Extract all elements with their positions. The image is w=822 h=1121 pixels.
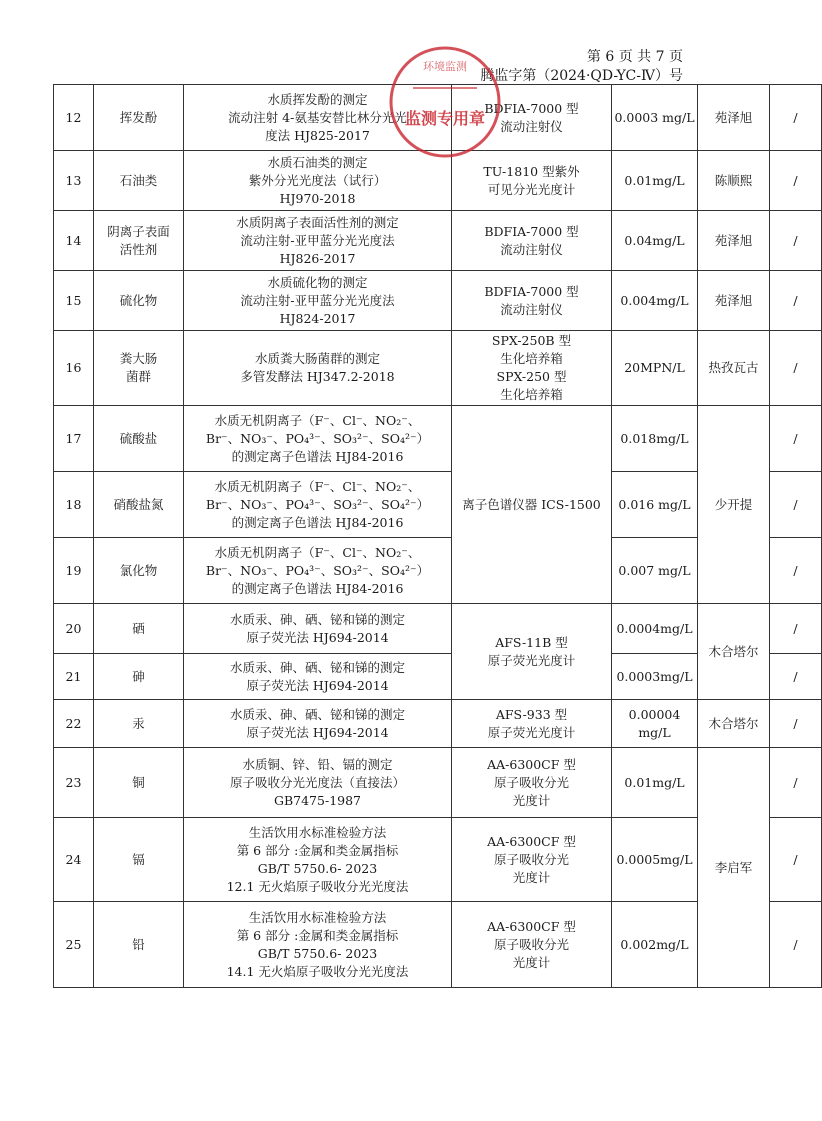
test-method-line: 水质铜、锌、铅、镉的测定 bbox=[242, 756, 393, 772]
test-item-line: 菌群 bbox=[125, 369, 151, 384]
report-number: 腾监字第（2024·QD-YC-Ⅳ）号 bbox=[480, 68, 683, 84]
test-method-line: 流动注射-亚甲蓝分光光度法 bbox=[240, 292, 395, 308]
instrument-line: 原子吸收分光 bbox=[493, 851, 569, 867]
test-method-line: 第 6 部分 :金属和类金属指标 bbox=[236, 927, 399, 943]
test-method bbox=[184, 331, 452, 406]
detection-limit-line: 0.007 mg/L bbox=[618, 562, 691, 578]
test-item-line: 活性剂 bbox=[119, 241, 158, 257]
test-item-line: 汞 bbox=[132, 715, 145, 731]
analyst: 李启军 bbox=[698, 748, 770, 988]
test-item bbox=[94, 654, 184, 700]
instrument-line: 光度计 bbox=[512, 954, 551, 970]
row-number: 17 bbox=[54, 406, 94, 472]
test-method-line: HJ824-2017 bbox=[279, 310, 356, 326]
test-method bbox=[184, 151, 452, 211]
test-item bbox=[94, 538, 184, 604]
row-number: 21 bbox=[54, 654, 94, 700]
remark: / bbox=[770, 818, 822, 902]
test-method-line: 流动注射 4-氨基安替比林分光光 bbox=[228, 109, 407, 125]
test-method-line: 紫外分光光度法（试行） bbox=[248, 172, 387, 188]
remark: / bbox=[770, 271, 822, 331]
table-row bbox=[54, 604, 822, 654]
test-item bbox=[94, 406, 184, 472]
instrument-line: 离子色谱仪器 ICS-1500 bbox=[462, 496, 601, 512]
instrument-line: AA-6300CF 型 bbox=[487, 918, 576, 934]
detection-limit bbox=[612, 151, 698, 211]
detection-limit bbox=[612, 211, 698, 271]
test-method-line: HJ826-2017 bbox=[279, 250, 356, 266]
analyst: 苑泽旭 bbox=[698, 85, 770, 151]
test-item-line: 硝酸盐氮 bbox=[113, 496, 164, 512]
instrument-line: 可见分光光度计 bbox=[487, 181, 576, 197]
detection-limit-line: mg/L bbox=[638, 724, 671, 740]
test-item-line: 镉 bbox=[132, 851, 145, 867]
test-method bbox=[184, 85, 452, 151]
detection-limit bbox=[612, 902, 698, 988]
test-method-line: Br⁻、NO₃⁻、PO₄³⁻、SO₃²⁻、SO₄²⁻） bbox=[205, 430, 430, 446]
test-method bbox=[184, 902, 452, 988]
test-method-line: 水质石油类的测定 bbox=[267, 154, 368, 170]
instrument bbox=[452, 331, 612, 406]
test-item bbox=[94, 271, 184, 331]
page-number: 第 6 页 共 7 页 bbox=[586, 49, 683, 65]
test-item bbox=[94, 472, 184, 538]
instrument bbox=[452, 406, 612, 604]
row-number: 19 bbox=[54, 538, 94, 604]
test-item bbox=[94, 700, 184, 748]
detection-limit bbox=[612, 604, 698, 654]
table-row bbox=[54, 211, 822, 271]
test-method bbox=[184, 748, 452, 818]
remark: / bbox=[770, 331, 822, 406]
row-number: 22 bbox=[54, 700, 94, 748]
test-item-line: 阴离子表面 bbox=[107, 223, 170, 239]
test-item bbox=[94, 85, 184, 151]
test-method bbox=[184, 654, 452, 700]
test-method bbox=[184, 538, 452, 604]
instrument-line: 生化培养箱 bbox=[500, 351, 563, 366]
test-item bbox=[94, 818, 184, 902]
remark: / bbox=[770, 406, 822, 472]
table-row bbox=[54, 151, 822, 211]
test-method-line: GB/T 5750.6- 2023 bbox=[257, 860, 378, 876]
test-method-line: 的测定离子色谱法 HJ84-2016 bbox=[231, 580, 404, 596]
page-header bbox=[480, 48, 683, 86]
detection-limit bbox=[612, 472, 698, 538]
test-item bbox=[94, 902, 184, 988]
test-item-line: 挥发酚 bbox=[119, 109, 158, 125]
test-item-line: 粪大肠 bbox=[119, 351, 158, 366]
test-method-line: 多管发酵法 HJ347.2-2018 bbox=[240, 369, 395, 384]
detection-limit-line: 0.00004 bbox=[628, 706, 681, 722]
test-method-line: 水质汞、砷、硒、铋和锑的测定 bbox=[229, 659, 405, 675]
test-method bbox=[184, 406, 452, 472]
instrument bbox=[452, 211, 612, 271]
detection-limit-line: 0.04mg/L bbox=[624, 232, 685, 248]
detection-limit-line: 20MPN/L bbox=[624, 360, 685, 375]
detection-limit-line: 0.0003 mg/L bbox=[614, 109, 695, 125]
test-item bbox=[94, 151, 184, 211]
row-number: 15 bbox=[54, 271, 94, 331]
row-number: 25 bbox=[54, 902, 94, 988]
row-number: 13 bbox=[54, 151, 94, 211]
detection-limit-line: 0.01mg/L bbox=[624, 172, 685, 188]
detection-limit-line: 0.0005mg/L bbox=[616, 851, 693, 867]
instrument bbox=[452, 271, 612, 331]
row-number: 18 bbox=[54, 472, 94, 538]
detection-limit bbox=[612, 331, 698, 406]
row-number: 12 bbox=[54, 85, 94, 151]
test-method-line: 水质硫化物的测定 bbox=[267, 274, 368, 290]
table-row bbox=[54, 700, 822, 748]
test-method bbox=[184, 271, 452, 331]
detection-limit bbox=[612, 406, 698, 472]
test-method bbox=[184, 604, 452, 654]
detection-limit bbox=[612, 818, 698, 902]
instrument-line: 生化培养箱 bbox=[500, 387, 563, 402]
table-row bbox=[54, 748, 822, 818]
instrument bbox=[452, 902, 612, 988]
remark: / bbox=[770, 902, 822, 988]
instrument-line: 流动注射仪 bbox=[500, 241, 563, 257]
table-row bbox=[54, 85, 822, 151]
remark: / bbox=[770, 604, 822, 654]
analyst: 木合塔尔 bbox=[698, 604, 770, 700]
instrument-line: 光度计 bbox=[512, 792, 551, 808]
test-method-line: 第 6 部分 :金属和类金属指标 bbox=[236, 842, 399, 858]
detection-limit-line: 0.018mg/L bbox=[620, 430, 689, 446]
analyst: 少开提 bbox=[698, 406, 770, 604]
test-method-line: 原子荧光法 HJ694-2014 bbox=[246, 629, 389, 645]
analyst: 热孜瓦古 bbox=[698, 331, 770, 406]
detection-limit-line: 0.004mg/L bbox=[620, 292, 689, 308]
instrument bbox=[452, 604, 612, 700]
test-method-line: 原子荧光法 HJ694-2014 bbox=[246, 724, 389, 740]
instrument-line: 原子荧光光度计 bbox=[487, 724, 576, 740]
detection-limit bbox=[612, 654, 698, 700]
detection-limit bbox=[612, 700, 698, 748]
analyst: 苑泽旭 bbox=[698, 271, 770, 331]
instrument-line: 流动注射仪 bbox=[500, 118, 563, 134]
row-number: 14 bbox=[54, 211, 94, 271]
detection-limit-line: 0.002mg/L bbox=[620, 936, 689, 952]
test-method-line: 水质汞、砷、硒、铋和锑的测定 bbox=[229, 611, 405, 627]
test-method-line: 的测定离子色谱法 HJ84-2016 bbox=[231, 448, 404, 464]
test-item-line: 砷 bbox=[132, 668, 145, 684]
test-method bbox=[184, 700, 452, 748]
instrument bbox=[452, 700, 612, 748]
detection-limit-line: 0.01mg/L bbox=[624, 774, 685, 790]
test-item bbox=[94, 604, 184, 654]
instrument-line: SPX-250B 型 bbox=[491, 333, 572, 348]
instrument bbox=[452, 748, 612, 818]
instrument bbox=[452, 818, 612, 902]
remark: / bbox=[770, 472, 822, 538]
instrument-line: BDFIA-7000 型 bbox=[484, 100, 579, 116]
test-method-line: 水质粪大肠菌群的测定 bbox=[254, 351, 380, 366]
instrument-line: AFS-11B 型 bbox=[495, 634, 568, 650]
remark: / bbox=[770, 700, 822, 748]
instrument-line: AA-6300CF 型 bbox=[487, 756, 576, 772]
instrument-line: TU-1810 型紫外 bbox=[483, 163, 580, 179]
test-item bbox=[94, 748, 184, 818]
test-method-line: GB/T 5750.6- 2023 bbox=[257, 945, 378, 961]
test-method-line: 水质汞、砷、硒、铋和锑的测定 bbox=[229, 706, 405, 722]
test-item-line: 石油类 bbox=[119, 172, 158, 188]
svg-text:监测专用章: 监测专用章 bbox=[404, 109, 486, 128]
table-row bbox=[54, 406, 822, 472]
test-item bbox=[94, 211, 184, 271]
test-item-line: 铜 bbox=[132, 774, 145, 790]
remark: / bbox=[770, 211, 822, 271]
test-item bbox=[94, 331, 184, 406]
row-number: 16 bbox=[54, 331, 94, 406]
test-method-line: GB7475-1987 bbox=[273, 792, 362, 808]
test-method-table bbox=[53, 84, 822, 988]
remark: / bbox=[770, 654, 822, 700]
test-method bbox=[184, 818, 452, 902]
instrument-line: 光度计 bbox=[512, 869, 551, 885]
analyst: 木合塔尔 bbox=[698, 700, 770, 748]
test-method-line: 12.1 无火焰原子吸收分光光度法 bbox=[226, 878, 409, 894]
detection-limit bbox=[612, 538, 698, 604]
detection-limit-line: 0.0003mg/L bbox=[616, 668, 693, 684]
test-method-line: HJ970-2018 bbox=[279, 190, 356, 206]
instrument bbox=[452, 85, 612, 151]
test-method-line: Br⁻、NO₃⁻、PO₄³⁻、SO₃²⁻、SO₄²⁻） bbox=[205, 562, 430, 578]
table-row bbox=[54, 331, 822, 406]
detection-limit bbox=[612, 748, 698, 818]
test-method-line: 14.1 无火焰原子吸收分光光度法 bbox=[226, 963, 409, 979]
test-method-line: 水质无机阴离子（F⁻、Cl⁻、NO₂⁻、 bbox=[214, 412, 421, 428]
instrument-line: AFS-933 型 bbox=[495, 706, 568, 722]
instrument-line: BDFIA-7000 型 bbox=[484, 283, 579, 299]
row-number: 24 bbox=[54, 818, 94, 902]
remark: / bbox=[770, 538, 822, 604]
instrument-line: SPX-250 型 bbox=[496, 369, 567, 384]
test-method-line: 水质挥发酚的测定 bbox=[267, 91, 368, 107]
test-method-line: 流动注射-亚甲蓝分光光度法 bbox=[240, 232, 395, 248]
test-method-line: 度法 HJ825-2017 bbox=[265, 127, 370, 143]
table-row bbox=[54, 271, 822, 331]
test-method bbox=[184, 472, 452, 538]
test-method-line: 原子荧光法 HJ694-2014 bbox=[246, 677, 389, 693]
test-method-line: 水质无机阴离子（F⁻、Cl⁻、NO₂⁻、 bbox=[214, 478, 421, 494]
test-method-line: 水质阴离子表面活性剂的测定 bbox=[236, 214, 399, 230]
row-number: 23 bbox=[54, 748, 94, 818]
test-item-line: 氯化物 bbox=[119, 562, 158, 578]
detection-limit bbox=[612, 85, 698, 151]
remark: / bbox=[770, 748, 822, 818]
test-method bbox=[184, 211, 452, 271]
detection-limit-line: 0.0004mg/L bbox=[616, 620, 693, 636]
analyst: 苑泽旭 bbox=[698, 211, 770, 271]
remark: / bbox=[770, 151, 822, 211]
instrument bbox=[452, 151, 612, 211]
detection-limit-line: 0.016 mg/L bbox=[618, 496, 691, 512]
test-item-line: 硒 bbox=[132, 620, 145, 636]
instrument-line: 流动注射仪 bbox=[500, 301, 563, 317]
test-method-line: 水质无机阴离子（F⁻、Cl⁻、NO₂⁻、 bbox=[214, 544, 421, 560]
test-method-line: 生活饮用水标准检验方法 bbox=[248, 909, 387, 925]
test-method-line: 的测定离子色谱法 HJ84-2016 bbox=[231, 514, 404, 530]
test-method-line: Br⁻、NO₃⁻、PO₄³⁻、SO₃²⁻、SO₄²⁻） bbox=[205, 496, 430, 512]
instrument-line: 原子吸收分光 bbox=[493, 936, 569, 952]
instrument-line: AA-6300CF 型 bbox=[487, 833, 576, 849]
row-number: 20 bbox=[54, 604, 94, 654]
instrument-line: 原子吸收分光 bbox=[493, 774, 569, 790]
test-method-line: 原子吸收分光光度法（直接法） bbox=[229, 774, 405, 790]
test-item-line: 硫化物 bbox=[119, 292, 158, 308]
test-item-line: 铅 bbox=[132, 936, 145, 952]
test-method-line: 生活饮用水标准检验方法 bbox=[248, 824, 387, 840]
instrument-line: 原子荧光光度计 bbox=[487, 652, 576, 668]
detection-limit bbox=[612, 271, 698, 331]
analyst: 陈顺熙 bbox=[698, 151, 770, 211]
svg-text:环境监测: 环境监测 bbox=[423, 60, 467, 73]
remark: / bbox=[770, 85, 822, 151]
test-item-line: 硫酸盐 bbox=[119, 430, 158, 446]
instrument-line: BDFIA-7000 型 bbox=[484, 223, 579, 239]
